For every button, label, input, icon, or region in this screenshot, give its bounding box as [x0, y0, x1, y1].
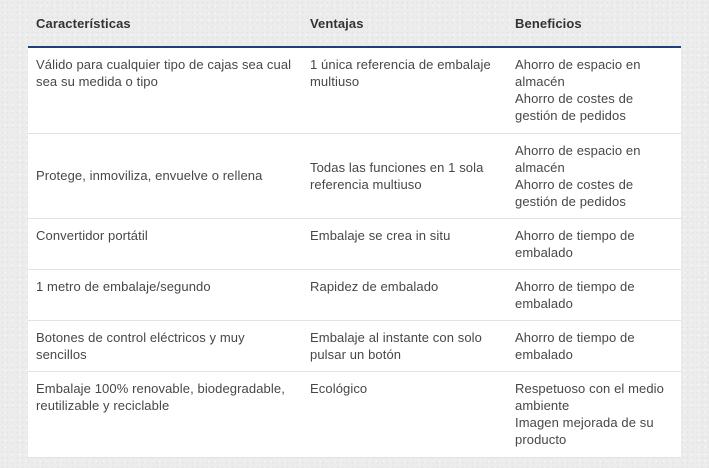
- cell-ventaja: 1 única referencia de embalaje multiuso: [302, 47, 507, 133]
- table-row: [28, 320, 681, 371]
- cell-caracteristica: Convertidor portátil: [28, 218, 302, 269]
- table-body: [28, 47, 681, 457]
- table-header: [28, 0, 681, 47]
- cell-ventaja: Todas las funciones en 1 sola referencia multiuso: [302, 133, 507, 218]
- cell-beneficios: [507, 47, 681, 133]
- cell-beneficios: [507, 133, 681, 218]
- cell-caracteristica: Válido para cualquier tipo de cajas sea cual sea su medida o tipo: [28, 47, 302, 133]
- cell-ventaja: Ecológico: [302, 371, 507, 457]
- cell-ventaja: Embalaje al instante con solo pulsar un botón: [302, 320, 507, 371]
- table-row: [28, 133, 681, 218]
- table-row: [28, 47, 681, 133]
- cell-beneficios: [507, 371, 681, 457]
- beneficio-text: Ahorro de costes de gestión de pedidos: [515, 176, 634, 209]
- beneficio-text: Imagen mejorada de su producto: [515, 414, 654, 447]
- table-row: [28, 371, 681, 457]
- beneficio-text: Ahorro de espacio en almacén: [515, 57, 641, 89]
- beneficio-text: Respetuoso con el medio ambiente: [515, 380, 665, 413]
- cell-beneficios: [507, 269, 681, 320]
- cell-beneficios: [507, 320, 681, 371]
- header-caracteristicas: Características: [28, 0, 302, 47]
- table-row: [28, 269, 681, 320]
- cell-caracteristica: Botones de control eléctricos y muy sencillos: [28, 320, 302, 371]
- table-row: [28, 218, 681, 269]
- beneficio-text: Ahorro de tiempo de embalado: [515, 329, 635, 362]
- beneficio-text: Ahorro de espacio en almacén: [515, 142, 641, 175]
- header-ventajas: Ventajas: [302, 0, 507, 47]
- cell-caracteristica: Embalaje 100% renovable, biodegradable, reutilizable y reciclable: [28, 371, 302, 457]
- comparison-table-container: [28, 0, 681, 458]
- cell-ventaja: Embalaje se crea in situ: [302, 218, 507, 269]
- beneficio-text: Ahorro de tiempo de embalado: [515, 227, 635, 260]
- cell-caracteristica: Protege, inmoviliza, envuelve o rellena: [28, 133, 302, 218]
- cell-caracteristica: 1 metro de embalaje/segundo: [28, 269, 302, 320]
- beneficio-text: Ahorro de tiempo de embalado: [515, 278, 635, 311]
- beneficio-text: Ahorro de costes de gestión de pedidos: [515, 91, 634, 123]
- features-table: [28, 0, 681, 458]
- header-beneficios: Beneficios: [507, 0, 681, 47]
- cell-ventaja: Rapidez de embalado: [302, 269, 507, 320]
- header-row: [28, 0, 681, 47]
- cell-beneficios: [507, 218, 681, 269]
